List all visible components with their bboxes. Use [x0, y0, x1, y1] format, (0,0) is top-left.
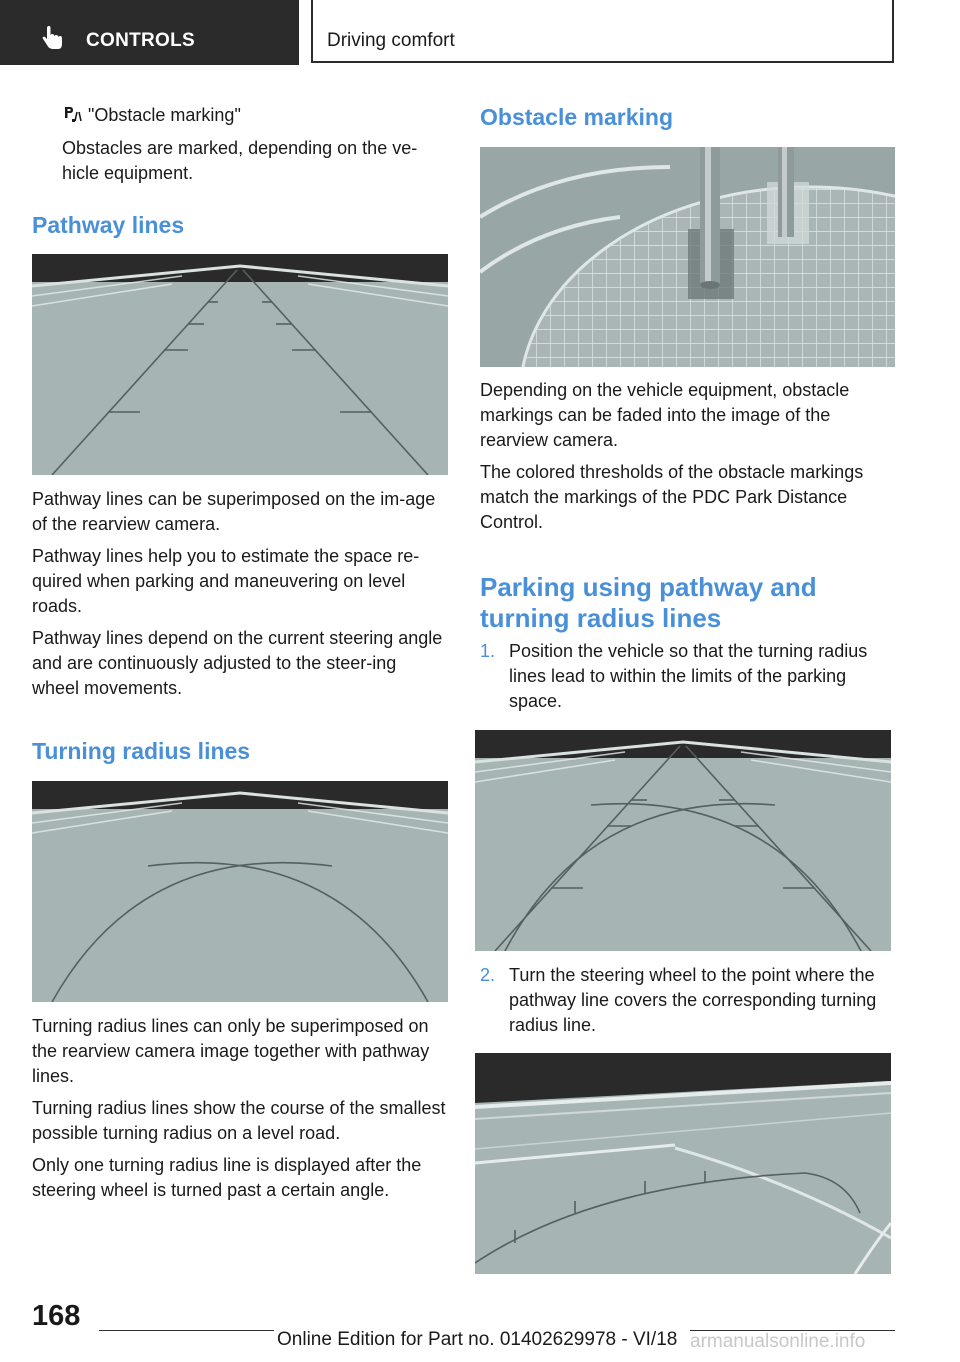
chapter-header [311, 0, 894, 63]
step-2-figure [475, 1053, 891, 1274]
obstacle-marking-icon [64, 105, 82, 123]
pathway-paragraph-2: Pathway lines help you to estimate the space re-quired when parking and maneuvering on level roads. [32, 546, 420, 616]
footer-watermark: armanualsonline.info [690, 1331, 866, 1352]
pathway-lines-figure [32, 254, 448, 475]
turning-paragraph-3: Only one turning radius line is displayed after the steering wheel is turned past a certain angle. [32, 1155, 422, 1200]
obstacle-text [480, 378, 895, 535]
pathway-heading: Pathway lines [32, 212, 185, 238]
step-2-number: 2. [480, 965, 496, 985]
step-1 [480, 639, 895, 714]
parking-heading: Parking using pathway and turning radius lines [480, 572, 817, 633]
step-1-text: Position the vehicle so that the turning radius lines lead to within the limits of the parking space. [509, 641, 868, 711]
pathway-text [32, 487, 448, 701]
obstacle-paragraph-2: The colored thresholds of the obstacle markings match the markings of the PDC Park Distance Control. [480, 462, 864, 532]
chapter-title: Driving comfort [327, 30, 455, 51]
turning-paragraph-1: Turning radius lines can only be superimposed on the rearview camera image together with pathway lines. [32, 1016, 430, 1086]
step-2 [480, 963, 895, 1038]
step-2-text: Turn the steering wheel to the point where the pathway line covers the corresponding turning radius line. [509, 965, 877, 1035]
footer-rule-left [99, 1330, 274, 1331]
obstacle-paragraph-1: Depending on the vehicle equipment, obstacle markings can be faded into the image of the rearview camera. [480, 380, 850, 450]
turning-radius-figure [32, 781, 448, 1002]
obstacle-marking-figure [480, 147, 895, 367]
obstacle-item-text: Obstacles are marked, depending on the ve-hicle equipment. [62, 138, 418, 183]
section-tab [0, 0, 299, 65]
section-label: CONTROLS [86, 30, 196, 51]
pathway-paragraph-1: Pathway lines can be superimposed on the im-age of the rearview camera. [32, 489, 436, 534]
pathway-paragraph-3: Pathway lines depend on the current steering angle and are continuously adjusted to the steer-ing wheel movements. [32, 628, 443, 698]
turning-text [32, 1014, 448, 1203]
turning-heading: Turning radius lines [32, 738, 251, 764]
step-1-number: 1. [480, 641, 496, 661]
page-number: 168 [32, 1300, 81, 1332]
footer-edition: Online Edition for Part no. 01402629978 - VI/18 [277, 1329, 678, 1350]
obstacle-item [32, 103, 448, 186]
turning-paragraph-2: Turning radius lines show the course of the smallest possible turning radius on a level road. [32, 1098, 446, 1143]
step-1-figure [475, 730, 891, 951]
obstacle-item-label: "Obstacle marking" [88, 105, 241, 125]
pointing-hand-icon [40, 26, 66, 52]
obstacle-heading: Obstacle marking [480, 104, 674, 130]
